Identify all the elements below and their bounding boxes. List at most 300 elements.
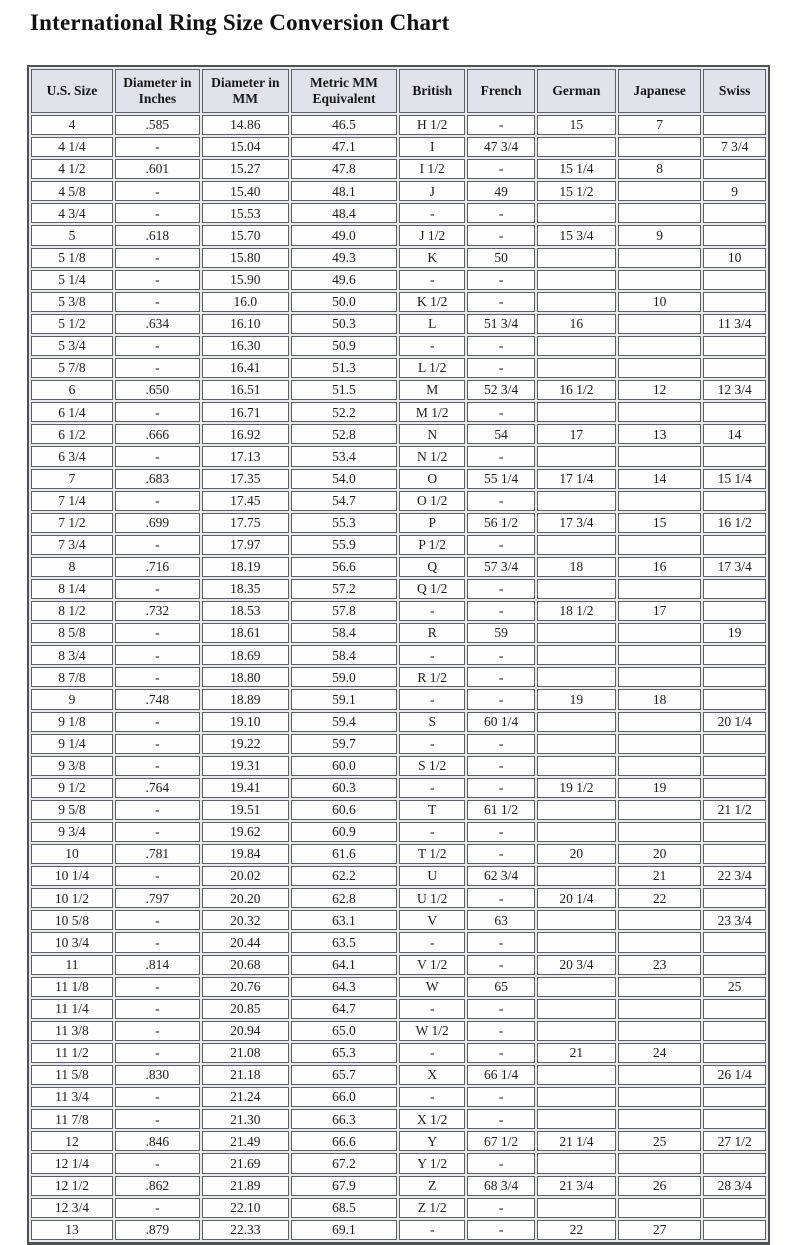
table-cell — [703, 159, 766, 179]
table-cell: 17 3/4 — [537, 513, 616, 533]
table-cell: 52.8 — [291, 424, 397, 444]
table-row — [31, 402, 766, 422]
table-cell: 21.30 — [202, 1109, 289, 1129]
table-cell: 5 — [31, 225, 113, 245]
table-cell: - — [399, 999, 465, 1019]
table-row — [31, 1087, 766, 1107]
table-cell: 59.0 — [291, 667, 397, 687]
table-cell: 65.7 — [291, 1065, 397, 1085]
table-cell: 11 3/8 — [31, 1021, 113, 1041]
table-cell: 4 — [31, 115, 113, 135]
table-cell: 64.7 — [291, 999, 397, 1019]
table-cell — [618, 248, 701, 268]
table-cell: 20.02 — [202, 866, 289, 886]
table-cell: 4 1/2 — [31, 159, 113, 179]
table-cell: 20.20 — [202, 888, 289, 908]
table-row — [31, 689, 766, 709]
table-cell: 50.3 — [291, 314, 397, 334]
table-cell — [537, 358, 616, 378]
table-row — [31, 137, 766, 157]
table-cell: 18.19 — [202, 557, 289, 577]
table-row — [31, 1198, 766, 1218]
table-cell — [703, 844, 766, 864]
table-cell: 8 — [31, 557, 113, 577]
table-cell: - — [115, 203, 200, 223]
table-cell — [618, 579, 701, 599]
column-header: U.S. Size — [31, 69, 113, 113]
table-cell: 16.71 — [202, 402, 289, 422]
table-cell: - — [467, 1153, 535, 1173]
table-cell: 49.3 — [291, 248, 397, 268]
table-cell: 15 — [618, 513, 701, 533]
table-cell: 18 1/2 — [537, 601, 616, 621]
table-cell: 11 3/4 — [703, 314, 766, 334]
table-cell: .618 — [115, 225, 200, 245]
table-cell: U — [399, 866, 465, 886]
table-row — [31, 203, 766, 223]
table-cell: - — [467, 778, 535, 798]
table-cell: 17.13 — [202, 446, 289, 466]
table-cell: 5 7/8 — [31, 358, 113, 378]
column-header: Metric MM Equivalent — [291, 69, 397, 113]
table-cell: - — [467, 888, 535, 908]
table-cell: 8 7/8 — [31, 667, 113, 687]
table-cell: 15 1/4 — [703, 469, 766, 489]
table-cell: O 1/2 — [399, 491, 465, 511]
table-cell: - — [467, 1087, 535, 1107]
table-cell: 26 — [618, 1176, 701, 1196]
table-cell — [618, 932, 701, 952]
table-cell: - — [467, 999, 535, 1019]
table-cell — [537, 1198, 616, 1218]
table-cell: - — [115, 402, 200, 422]
table-cell: 12 — [618, 380, 701, 400]
table-cell: - — [115, 248, 200, 268]
table-cell: 55 1/4 — [467, 469, 535, 489]
table-cell: 56.6 — [291, 557, 397, 577]
table-cell: 56 1/2 — [467, 513, 535, 533]
table-cell: 57.2 — [291, 579, 397, 599]
table-cell: 69.1 — [291, 1220, 397, 1240]
table-row — [31, 844, 766, 864]
table-cell: 21 — [618, 866, 701, 886]
table-cell — [618, 800, 701, 820]
table-cell: I — [399, 137, 465, 157]
table-cell: 12 3/4 — [31, 1198, 113, 1218]
table-cell — [703, 535, 766, 555]
table-cell: 15 — [537, 115, 616, 135]
table-cell: 21 1/4 — [537, 1131, 616, 1151]
table-cell: 49.6 — [291, 270, 397, 290]
table-cell: M 1/2 — [399, 402, 465, 422]
table-cell: 60 1/4 — [467, 712, 535, 732]
table-row — [31, 1131, 766, 1151]
column-header: British — [399, 69, 465, 113]
table-cell — [703, 579, 766, 599]
table-cell: 67.9 — [291, 1176, 397, 1196]
table-cell: 14.86 — [202, 115, 289, 135]
table-cell: 10 — [31, 844, 113, 864]
table-cell: .585 — [115, 115, 200, 135]
table-cell: - — [115, 292, 200, 312]
table-cell: 21 1/2 — [703, 800, 766, 820]
table-cell: - — [115, 1109, 200, 1129]
table-cell: - — [115, 822, 200, 842]
table-row — [31, 1065, 766, 1085]
table-row — [31, 932, 766, 952]
table-cell: 47.8 — [291, 159, 397, 179]
table-row — [31, 955, 766, 975]
table-cell: - — [399, 734, 465, 754]
table-cell: - — [115, 446, 200, 466]
table-cell: 15 1/4 — [537, 159, 616, 179]
table-cell: T 1/2 — [399, 844, 465, 864]
table-cell: 10 — [703, 248, 766, 268]
table-cell: 11 5/8 — [31, 1065, 113, 1085]
table-cell: 66.6 — [291, 1131, 397, 1151]
table-cell: - — [115, 800, 200, 820]
table-cell — [618, 358, 701, 378]
table-cell — [537, 1087, 616, 1107]
table-cell: 9 — [703, 181, 766, 201]
table-cell: 22.33 — [202, 1220, 289, 1240]
table-cell: 20 1/4 — [537, 888, 616, 908]
table-cell: .797 — [115, 888, 200, 908]
table-cell: - — [467, 402, 535, 422]
table-cell — [703, 645, 766, 665]
table-cell: .748 — [115, 689, 200, 709]
table-cell: H 1/2 — [399, 115, 465, 135]
table-row — [31, 1043, 766, 1063]
table-row — [31, 1021, 766, 1041]
table-cell: .862 — [115, 1176, 200, 1196]
table-cell: J — [399, 181, 465, 201]
table-cell: 61.6 — [291, 844, 397, 864]
table-cell: 7 3/4 — [31, 535, 113, 555]
table-cell: 59.7 — [291, 734, 397, 754]
table-row — [31, 712, 766, 732]
table-cell — [537, 866, 616, 886]
table-row — [31, 446, 766, 466]
table-cell: R 1/2 — [399, 667, 465, 687]
table-cell: 60.6 — [291, 800, 397, 820]
table-cell: 15.80 — [202, 248, 289, 268]
table-cell — [618, 181, 701, 201]
table-cell: 17.45 — [202, 491, 289, 511]
table-cell: 18.89 — [202, 689, 289, 709]
table-cell: 20 — [537, 844, 616, 864]
table-cell: 62.2 — [291, 866, 397, 886]
table-cell: 16.51 — [202, 380, 289, 400]
table-cell — [703, 402, 766, 422]
table-cell: - — [467, 932, 535, 952]
table-row — [31, 888, 766, 908]
table-cell: 20 — [618, 844, 701, 864]
table-cell: - — [467, 1220, 535, 1240]
table-cell: - — [115, 491, 200, 511]
table-cell — [618, 977, 701, 997]
table-cell: 17 — [618, 601, 701, 621]
table-cell: 16.0 — [202, 292, 289, 312]
table-cell: 21.49 — [202, 1131, 289, 1151]
table-cell — [537, 579, 616, 599]
table-cell: 15.53 — [202, 203, 289, 223]
table-cell: 54 — [467, 424, 535, 444]
table-cell: 21.08 — [202, 1043, 289, 1063]
page-title: International Ring Size Conversion Chart — [30, 10, 450, 35]
table-cell: - — [467, 1198, 535, 1218]
table-row — [31, 424, 766, 444]
table-cell — [618, 203, 701, 223]
table-cell: 7 3/4 — [703, 137, 766, 157]
table-cell — [537, 402, 616, 422]
table-cell: - — [115, 1043, 200, 1063]
table-cell: 5 3/4 — [31, 336, 113, 356]
table-cell: 19.51 — [202, 800, 289, 820]
table-row — [31, 977, 766, 997]
table-cell: 11 3/4 — [31, 1087, 113, 1107]
table-cell: 59.1 — [291, 689, 397, 709]
table-cell: - — [399, 778, 465, 798]
table-cell: 62.8 — [291, 888, 397, 908]
table-cell: - — [467, 358, 535, 378]
table-cell — [537, 1021, 616, 1041]
table-cell — [618, 446, 701, 466]
table-cell: 17 — [537, 424, 616, 444]
table-cell: 18.61 — [202, 623, 289, 643]
table-cell: 9 3/8 — [31, 756, 113, 776]
table-cell — [537, 712, 616, 732]
table-cell: 20.76 — [202, 977, 289, 997]
table-cell: 22 — [537, 1220, 616, 1240]
table-cell: 8 5/8 — [31, 623, 113, 643]
table-cell: - — [115, 579, 200, 599]
table-cell: - — [467, 115, 535, 135]
table-cell: K — [399, 248, 465, 268]
table-cell: 46.5 — [291, 115, 397, 135]
table-cell — [537, 137, 616, 157]
table-cell: 51.3 — [291, 358, 397, 378]
table-cell — [537, 1065, 616, 1085]
table-cell: N 1/2 — [399, 446, 465, 466]
table-cell — [618, 999, 701, 1019]
table-cell: .764 — [115, 778, 200, 798]
table-cell: 9 — [31, 689, 113, 709]
table-cell — [618, 314, 701, 334]
table-cell: - — [467, 292, 535, 312]
table-cell: - — [467, 955, 535, 975]
table-cell — [703, 292, 766, 312]
table-cell: 16.30 — [202, 336, 289, 356]
table-cell — [537, 270, 616, 290]
table-row — [31, 778, 766, 798]
table-cell: 17.35 — [202, 469, 289, 489]
table-row — [31, 292, 766, 312]
table-cell: 68 3/4 — [467, 1176, 535, 1196]
table-cell: 21.89 — [202, 1176, 289, 1196]
table-cell: 7 — [618, 115, 701, 135]
table-cell: - — [399, 1043, 465, 1063]
table-row — [31, 314, 766, 334]
table-cell: - — [115, 932, 200, 952]
table-cell: 19 1/2 — [537, 778, 616, 798]
table-cell: S — [399, 712, 465, 732]
table-cell: 20.85 — [202, 999, 289, 1019]
table-cell — [618, 1109, 701, 1129]
table-row — [31, 910, 766, 930]
table-cell: 12 1/4 — [31, 1153, 113, 1173]
table-cell: 4 3/4 — [31, 203, 113, 223]
table-cell: 19.22 — [202, 734, 289, 754]
table-cell: - — [467, 822, 535, 842]
table-cell: .879 — [115, 1220, 200, 1240]
table-cell — [618, 712, 701, 732]
table-cell: 26 1/4 — [703, 1065, 766, 1085]
table-cell — [703, 1109, 766, 1129]
table-cell: 7 1/4 — [31, 491, 113, 511]
table-cell: 8 — [618, 159, 701, 179]
table-cell — [703, 734, 766, 754]
table-row — [31, 225, 766, 245]
table-cell — [703, 225, 766, 245]
table-cell — [537, 800, 616, 820]
table-row — [31, 336, 766, 356]
column-header: Japanese — [618, 69, 701, 113]
table-cell: 11 1/8 — [31, 977, 113, 997]
table-cell — [703, 1220, 766, 1240]
table-row — [31, 734, 766, 754]
table-cell: 10 1/2 — [31, 888, 113, 908]
table-cell: 12 — [31, 1131, 113, 1151]
table-cell: - — [399, 203, 465, 223]
table-cell — [703, 689, 766, 709]
table-cell: 15.70 — [202, 225, 289, 245]
table-cell — [537, 446, 616, 466]
table-cell: 11 — [31, 955, 113, 975]
table-cell — [703, 491, 766, 511]
table-cell — [703, 932, 766, 952]
table-cell: 60.9 — [291, 822, 397, 842]
table-cell: - — [467, 270, 535, 290]
table-cell: 60.0 — [291, 756, 397, 776]
table-cell: 15 3/4 — [537, 225, 616, 245]
table-cell — [618, 1021, 701, 1041]
table-row — [31, 756, 766, 776]
table-cell: 21 3/4 — [537, 1176, 616, 1196]
table-row — [31, 623, 766, 643]
table-cell: - — [399, 689, 465, 709]
table-row — [31, 999, 766, 1019]
table-cell: T — [399, 800, 465, 820]
table-cell: 14 — [618, 469, 701, 489]
table-cell: 18.35 — [202, 579, 289, 599]
table-cell — [537, 203, 616, 223]
table-cell — [618, 270, 701, 290]
table-cell: 5 1/4 — [31, 270, 113, 290]
table-cell: - — [115, 358, 200, 378]
table-cell: 6 1/2 — [31, 424, 113, 444]
table-cell: 50.0 — [291, 292, 397, 312]
table-cell: 16.10 — [202, 314, 289, 334]
table-cell: - — [399, 601, 465, 621]
table-cell: .699 — [115, 513, 200, 533]
table-cell: - — [115, 712, 200, 732]
table-cell: 20.44 — [202, 932, 289, 952]
table-cell: 5 3/8 — [31, 292, 113, 312]
table-cell: 47.1 — [291, 137, 397, 157]
table-cell: 50 — [467, 248, 535, 268]
table-cell: - — [467, 336, 535, 356]
table-row — [31, 115, 766, 135]
table-cell: 49 — [467, 181, 535, 201]
table-cell: 16.92 — [202, 424, 289, 444]
table-cell: 18 — [618, 689, 701, 709]
column-header: French — [467, 69, 535, 113]
table-cell: 9 1/2 — [31, 778, 113, 798]
table-cell: Z 1/2 — [399, 1198, 465, 1218]
table-cell: - — [467, 667, 535, 687]
table-cell: - — [467, 844, 535, 864]
table-cell: 68.5 — [291, 1198, 397, 1218]
table-cell: 4 5/8 — [31, 181, 113, 201]
table-cell: 54.0 — [291, 469, 397, 489]
table-cell: 57 3/4 — [467, 557, 535, 577]
table-cell: 16 — [618, 557, 701, 577]
table-cell: 19 — [618, 778, 701, 798]
table-cell: 15.27 — [202, 159, 289, 179]
table-cell — [537, 822, 616, 842]
table-cell: 20 1/4 — [703, 712, 766, 732]
table-cell: - — [399, 645, 465, 665]
table-cell: 11 7/8 — [31, 1109, 113, 1129]
table-cell: .683 — [115, 469, 200, 489]
table-cell: 51 3/4 — [467, 314, 535, 334]
table-cell: 27 1/2 — [703, 1131, 766, 1151]
table-cell — [618, 402, 701, 422]
table-cell: 19.41 — [202, 778, 289, 798]
table-cell: 65.3 — [291, 1043, 397, 1063]
table-cell — [618, 1087, 701, 1107]
table-cell: - — [115, 535, 200, 555]
table-cell: 18.53 — [202, 601, 289, 621]
table-cell: 51.5 — [291, 380, 397, 400]
table-cell: 19.84 — [202, 844, 289, 864]
table-cell: 9 5/8 — [31, 800, 113, 820]
table-cell — [537, 1109, 616, 1129]
table-cell: 63.5 — [291, 932, 397, 952]
table-cell — [618, 667, 701, 687]
table-row — [31, 270, 766, 290]
table-cell — [703, 446, 766, 466]
table-cell: - — [115, 137, 200, 157]
table-cell: - — [399, 1220, 465, 1240]
table-row — [31, 491, 766, 511]
table-cell — [537, 645, 616, 665]
table-cell — [537, 623, 616, 643]
table-cell: 12 1/2 — [31, 1176, 113, 1196]
table-cell: .846 — [115, 1131, 200, 1151]
table-cell — [618, 645, 701, 665]
table-cell: 11 1/4 — [31, 999, 113, 1019]
table-cell — [618, 336, 701, 356]
table-cell — [618, 756, 701, 776]
table-cell — [703, 756, 766, 776]
table-cell — [537, 932, 616, 952]
table-cell: 50.9 — [291, 336, 397, 356]
table-cell — [703, 999, 766, 1019]
table-cell — [537, 535, 616, 555]
table-cell — [703, 778, 766, 798]
